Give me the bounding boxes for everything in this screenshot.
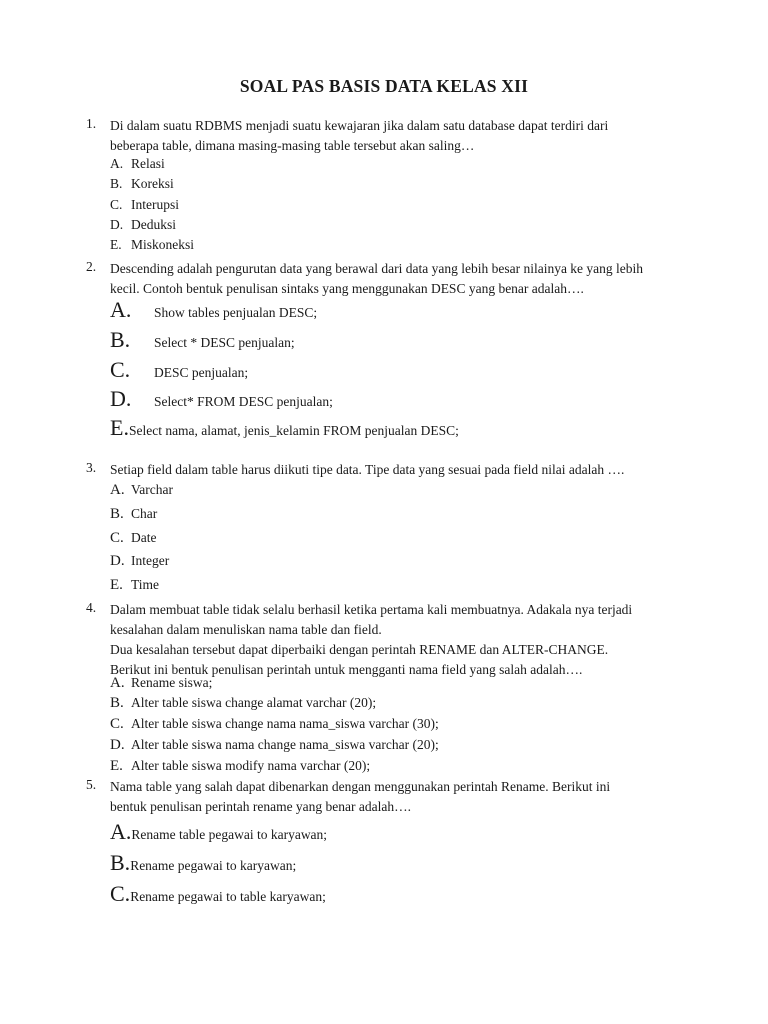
option-d <box>110 737 439 754</box>
option-b <box>110 327 295 353</box>
option-e <box>110 577 159 594</box>
option-letter: D. <box>110 217 124 232</box>
stem-line: Nama table yang salah dapat dibenarkan dengan menggunakan perintah Rename. Berikut ini <box>110 779 611 794</box>
option-letter: D. <box>110 737 125 753</box>
option-letter: A. <box>110 675 125 691</box>
question-number: 2. <box>86 259 97 274</box>
option-letter: C. <box>110 197 123 212</box>
option-text: Alter table siswa change alamat varchar (20); <box>131 695 377 710</box>
option-text: Koreksi <box>131 176 174 191</box>
option-d <box>110 386 333 412</box>
question-number: 1. <box>86 116 97 131</box>
option-b <box>110 850 296 876</box>
option-text: Time <box>131 577 160 592</box>
option-text: Char <box>131 506 158 521</box>
option-letter: A. <box>110 482 125 498</box>
option-a <box>110 819 327 845</box>
question-stem <box>110 460 706 480</box>
stem-line: Dalam membuat table tidak selalu berhasil ketika pertama kali membuatnya. Adakala nya terjadi <box>110 602 633 617</box>
option-text: Interupsi <box>131 197 179 212</box>
option-letter: A. <box>110 297 132 322</box>
option-letter: D. <box>110 386 132 411</box>
option-c <box>110 197 179 213</box>
option-letter: B. <box>110 850 131 875</box>
option-letter: B. <box>110 176 123 191</box>
option-b <box>110 176 174 192</box>
stem-line: beberapa table, dimana masing-masing table tersebut akan saling… <box>110 138 475 153</box>
option-text: Select nama, alamat, jenis_kelamin FROM penjualan DESC; <box>128 423 459 438</box>
stem-line: Dua kesalahan tersebut dapat diperbaiki dengan perintah RENAME dan ALTER-CHANGE. <box>110 642 609 657</box>
question-5 <box>86 777 706 817</box>
question-stem <box>110 116 706 156</box>
option-text: Rename pegawai to table karyawan; <box>130 889 326 904</box>
option-text: Alter table siswa change nama nama_siswa varchar (30); <box>131 716 439 731</box>
option-text: Alter table siswa modify nama varchar (20); <box>131 758 371 773</box>
question-number: 3. <box>86 460 97 475</box>
option-letter: E. <box>110 577 123 593</box>
option-b <box>110 695 376 712</box>
option-text: Select* FROM DESC penjualan; <box>154 394 333 409</box>
stem-line: kecil. Contoh bentuk penulisan sintaks yang menggunakan DESC yang benar adalah…. <box>110 281 584 296</box>
option-d <box>110 217 176 233</box>
option-b <box>110 506 157 523</box>
option-letter: B. <box>110 506 124 522</box>
option-e <box>110 237 194 253</box>
stem-line: Berikut ini bentuk penulisan perintah untuk mengganti nama field yang salah adalah…. <box>110 662 583 677</box>
option-letter: A. <box>110 156 124 171</box>
stem-line: Setiap field dalam table harus diikuti tipe data. Tipe data yang sesuai pada field nilai adalah …. <box>110 462 625 477</box>
option-d <box>110 553 169 570</box>
option-text: Deduksi <box>131 217 176 232</box>
stem-line: kesalahan dalam menuliskan nama table dan field. <box>110 622 382 637</box>
question-2 <box>86 259 706 299</box>
question-number: 5. <box>86 777 97 792</box>
option-letter: E. <box>110 415 129 440</box>
question-stem <box>110 600 706 680</box>
stem-line: Descending adalah pengurutan data yang berawal dari data yang lebih besar nilainya ke yang lebih <box>110 261 644 276</box>
option-c <box>110 716 439 733</box>
option-text: Varchar <box>131 482 173 497</box>
page-title: SOAL PAS BASIS DATA KELAS XII <box>239 76 529 96</box>
option-a <box>110 482 173 499</box>
question-4 <box>86 600 706 680</box>
option-text: Relasi <box>131 156 165 171</box>
option-c <box>110 881 326 907</box>
option-letter: C. <box>110 357 131 382</box>
option-letter: D. <box>110 553 125 569</box>
option-text: Select * DESC penjualan; <box>154 335 295 350</box>
question-stem <box>110 777 706 817</box>
option-letter: B. <box>110 327 131 352</box>
option-text: Date <box>131 530 157 545</box>
option-a <box>110 297 317 323</box>
option-letter: E. <box>110 237 122 252</box>
question-1 <box>86 116 706 156</box>
option-text: Alter table siswa nama change nama_siswa varchar (20); <box>131 737 439 752</box>
option-text: Rename siswa; <box>131 675 213 690</box>
option-text: Integer <box>131 553 170 568</box>
option-e <box>110 415 459 441</box>
question-stem <box>110 259 706 299</box>
option-text: DESC penjualan; <box>154 365 249 380</box>
question-3 <box>86 460 706 480</box>
option-letter: C. <box>110 716 124 732</box>
option-letter: C. <box>110 881 131 906</box>
option-letter: A. <box>110 819 132 844</box>
option-c <box>110 357 248 383</box>
option-text: Miskoneksi <box>131 237 195 252</box>
option-text: Show tables penjualan DESC; <box>154 305 318 320</box>
option-e <box>110 758 370 775</box>
option-text: Rename pegawai to karyawan; <box>130 858 297 873</box>
option-letter: B. <box>110 695 124 711</box>
stem-line: Di dalam suatu RDBMS menjadi suatu kewajaran jika dalam satu database dapat terdiri dari <box>110 118 609 133</box>
option-a <box>110 675 212 692</box>
question-number: 4. <box>86 600 97 615</box>
option-letter: C. <box>110 530 124 546</box>
option-c <box>110 530 156 547</box>
option-text: Rename table pegawai to karyawan; <box>131 827 328 842</box>
stem-line: bentuk penulisan perintah rename yang benar adalah…. <box>110 799 412 814</box>
option-letter: E. <box>110 758 123 774</box>
option-a <box>110 156 165 172</box>
